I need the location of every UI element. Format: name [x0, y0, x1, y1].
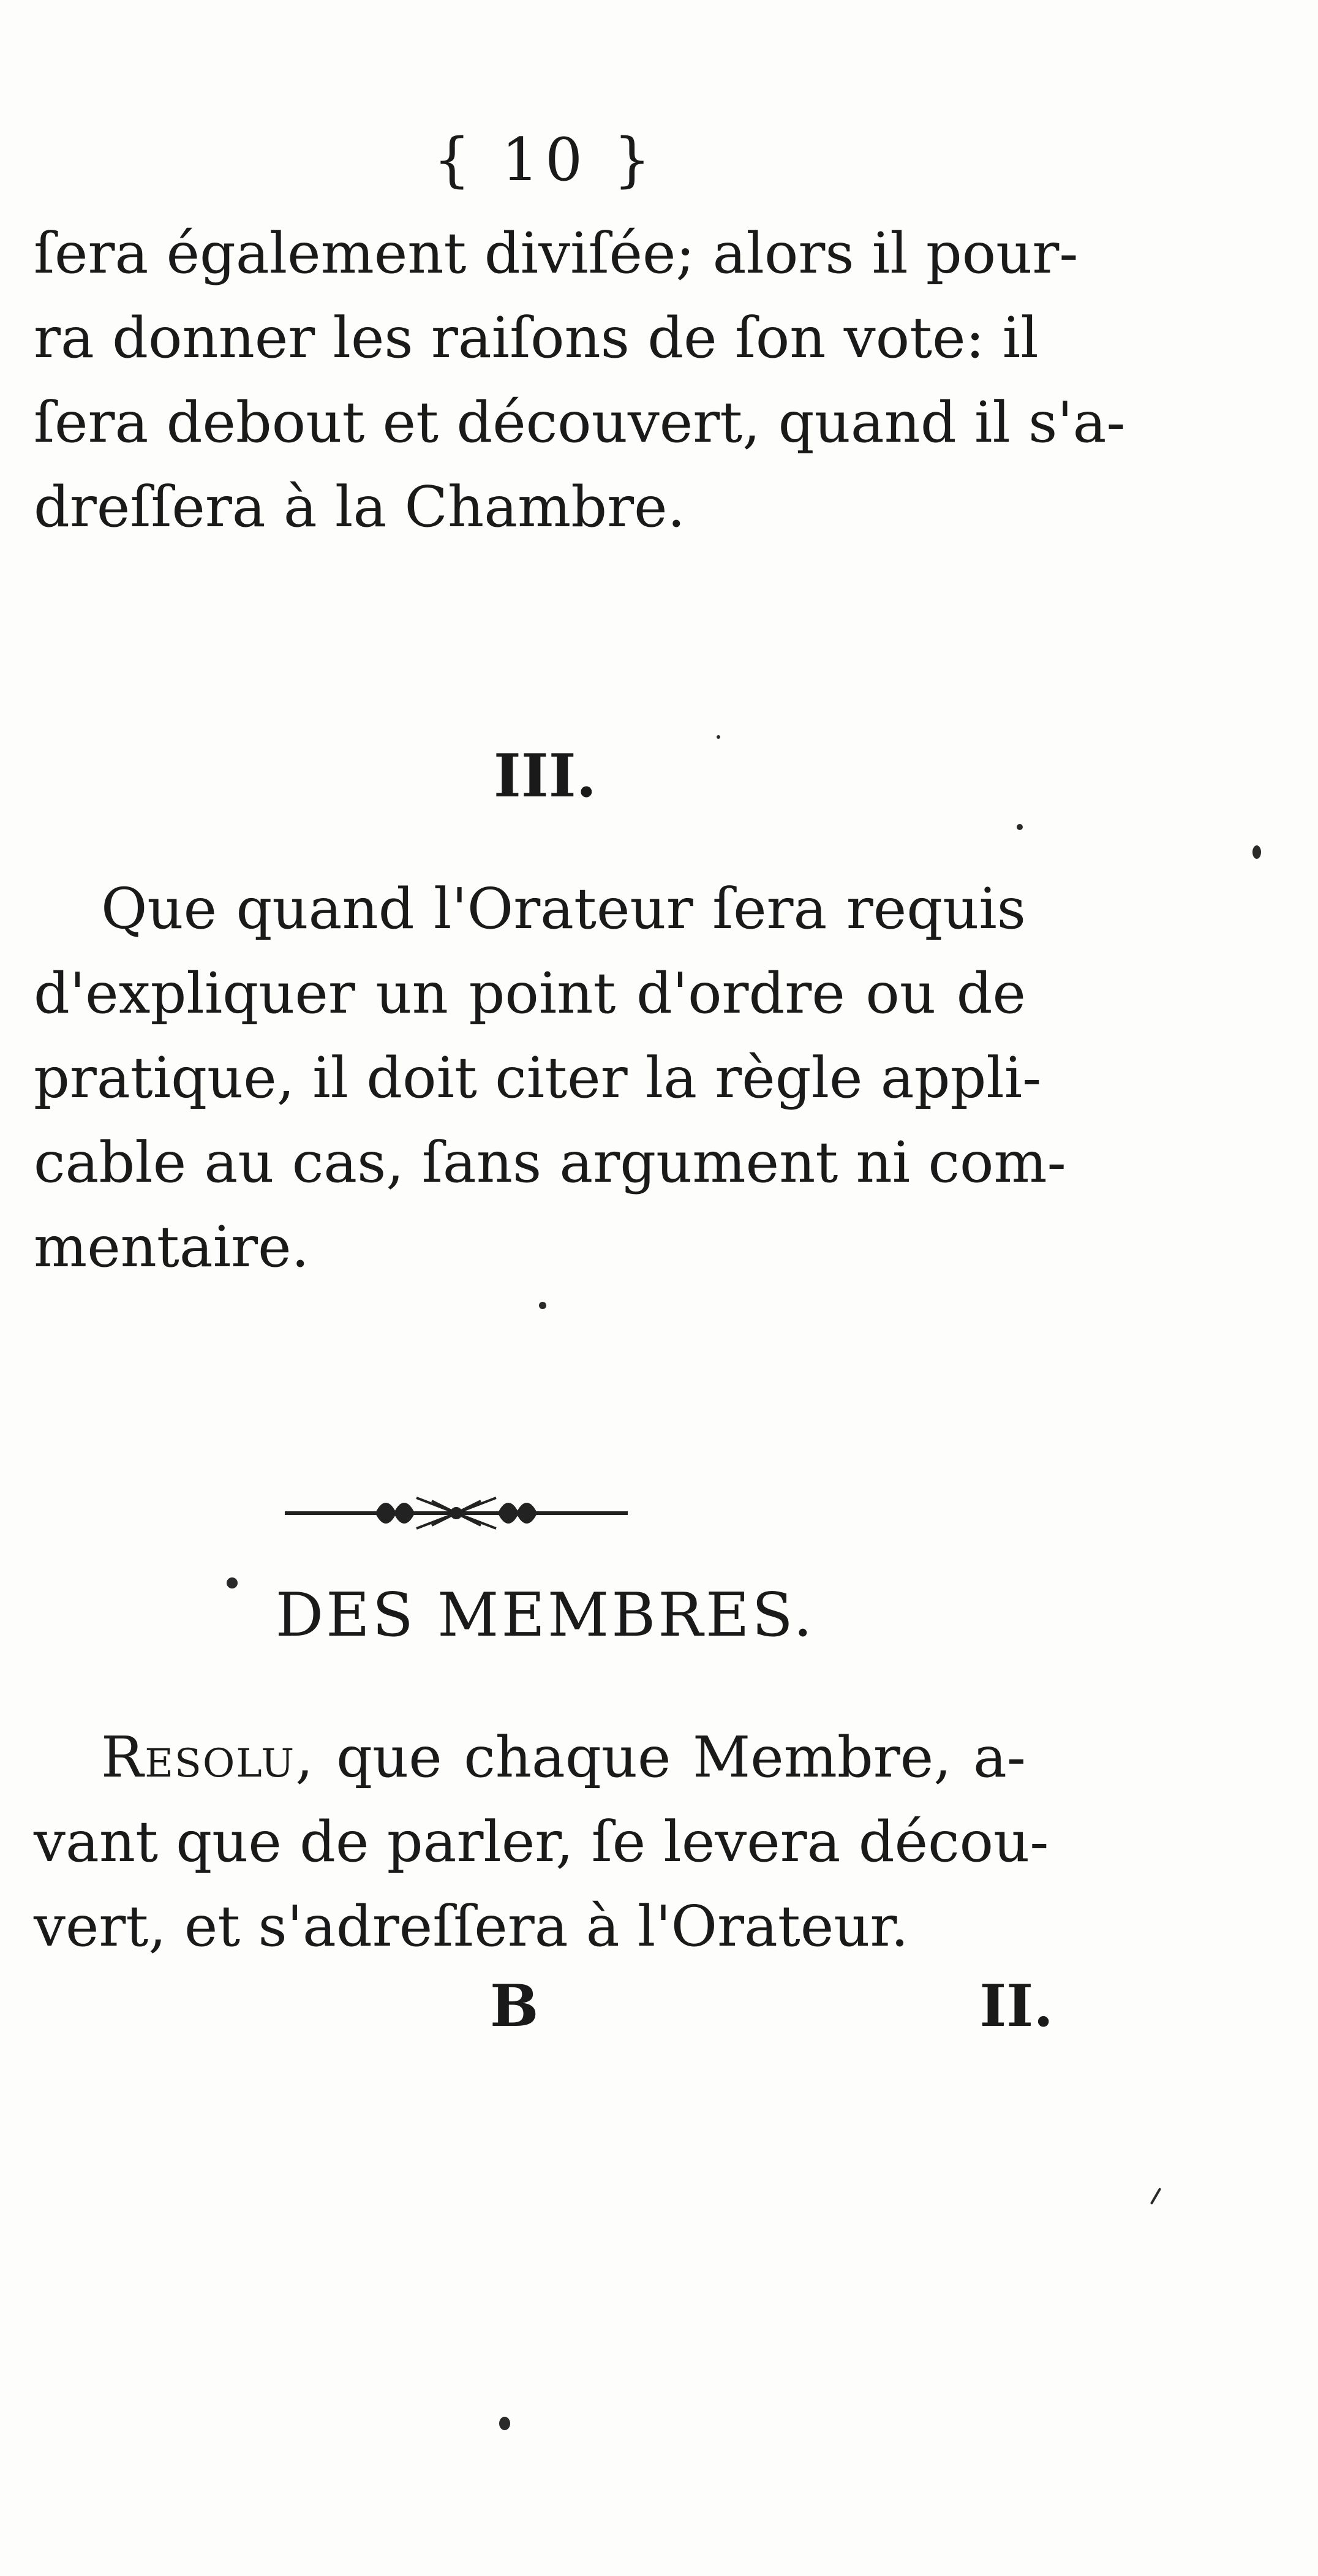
- text-line: mentaire.: [34, 1214, 309, 1280]
- text-line: vert, et s'adreſſera à l'Orateur.: [34, 1894, 909, 1959]
- signature-mark: B: [490, 1973, 539, 2040]
- text-line: Que quand l'Orateur ſera requis: [101, 876, 1026, 942]
- resolu-word: Resolu,: [101, 1724, 315, 1790]
- page-number-header: { 10 }: [433, 126, 657, 194]
- text-line: pratique, il doit citer la règle appli-: [34, 1045, 1042, 1111]
- text-line: ra donner les raiſons de ſon vote: il: [34, 305, 1039, 371]
- text-line: d'expliquer un point d'ordre ou de: [34, 961, 1026, 1026]
- footer-row: [0, 1973, 1090, 2052]
- section-number: III.: [493, 741, 597, 810]
- paragraph-continuation: [34, 211, 1126, 550]
- text-line: ſera debout et découvert, quand il s'a-: [34, 390, 1126, 455]
- ink-speck: [1150, 2188, 1161, 2205]
- text-line: vant que de parler, ſe levera décou-: [34, 1809, 1049, 1875]
- catchword: II.: [979, 1973, 1053, 2040]
- ink-speck: [499, 2417, 510, 2430]
- ink-speck: [227, 1577, 238, 1588]
- ink-speck: [539, 1302, 546, 1309]
- text-line: dreſſera à la Chambre.: [34, 474, 685, 540]
- fleuron-ornament-icon: [285, 1479, 628, 1547]
- text-line: ſera également diviſée; alors il pour-: [34, 221, 1079, 286]
- ink-speck: [717, 735, 720, 739]
- text-line: cable au cas, ſans argument ni com-: [34, 1130, 1066, 1195]
- paragraph-members: [34, 1715, 1049, 1969]
- ink-speck: [1252, 845, 1261, 859]
- ink-speck: [1017, 824, 1023, 830]
- text-fragment: que chaque Membre, a-: [314, 1724, 1026, 1790]
- paragraph-rule-three: [34, 867, 1066, 1290]
- section-heading: DES MEMBRES.: [275, 1581, 815, 1650]
- text-line: [34, 1715, 1026, 1800]
